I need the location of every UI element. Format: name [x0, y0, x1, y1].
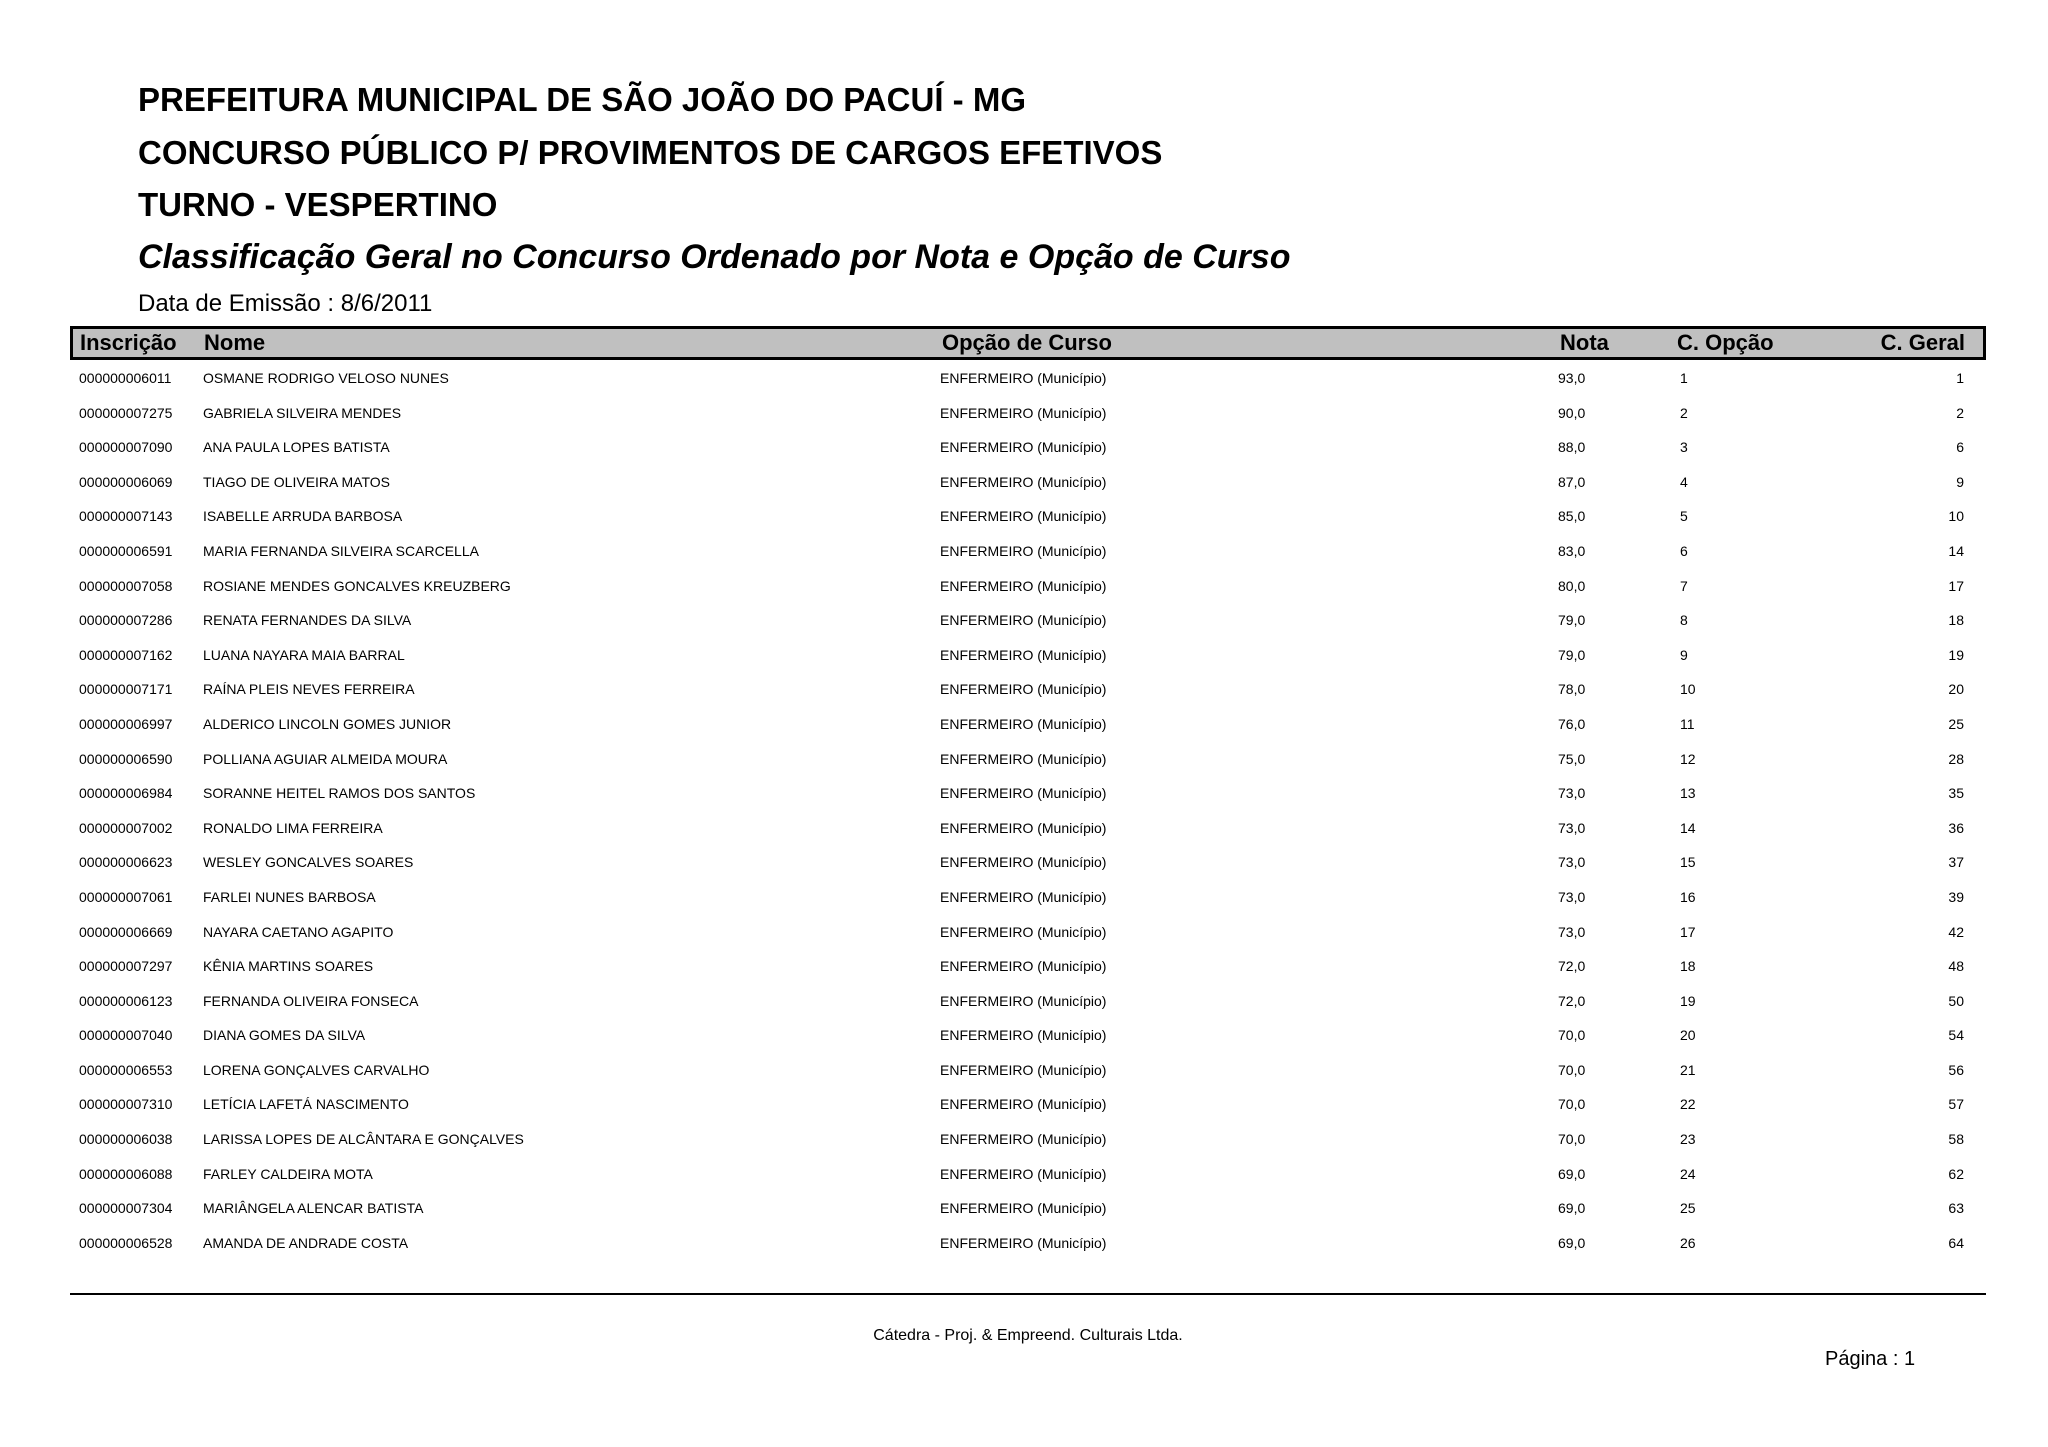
cell-nota: 72,0	[1558, 992, 1586, 1009]
table-row	[70, 880, 1986, 915]
cell-nota: 90,0	[1558, 404, 1586, 421]
table-row	[70, 811, 1986, 846]
table-row	[70, 430, 1986, 465]
cell-c-geral: 25	[1948, 715, 1964, 732]
cell-opcao-de-curso: ENFERMEIRO (Município)	[940, 819, 1107, 836]
cell-nome: ROSIANE MENDES GONCALVES KREUZBERG	[203, 577, 511, 594]
cell-c-opcao: 9	[1680, 646, 1688, 663]
cell-c-geral: 58	[1948, 1131, 1964, 1148]
cell-inscricao: 000000006984	[79, 785, 173, 802]
cell-c-opcao: 20	[1680, 1027, 1696, 1044]
cell-opcao-de-curso: ENFERMEIRO (Município)	[940, 1200, 1107, 1217]
cell-c-opcao: 16	[1680, 888, 1696, 905]
cell-c-geral: 28	[1948, 750, 1964, 767]
cell-nota: 70,0	[1558, 1061, 1586, 1078]
header-title-prefeitura: PREFEITURA MUNICIPAL DE SÃO JOÃO DO PACUÍ - MG	[138, 81, 1026, 118]
cell-nota: 73,0	[1558, 854, 1586, 871]
cell-inscricao: 000000007090	[79, 439, 173, 456]
cell-c-opcao: 3	[1680, 439, 1688, 456]
cell-opcao-de-curso: ENFERMEIRO (Município)	[940, 958, 1107, 975]
cell-opcao-de-curso: ENFERMEIRO (Município)	[940, 1234, 1107, 1251]
cell-opcao-de-curso: ENFERMEIRO (Município)	[940, 1131, 1107, 1148]
table-row	[70, 776, 1986, 811]
cell-nome: LORENA GONÇALVES CARVALHO	[203, 1061, 430, 1078]
cell-inscricao: 000000007171	[79, 681, 173, 698]
cell-opcao-de-curso: ENFERMEIRO (Município)	[940, 542, 1107, 559]
cell-opcao-de-curso: ENFERMEIRO (Município)	[940, 1096, 1107, 1113]
table-row	[70, 845, 1986, 880]
cell-nome: ALDERICO LINCOLN GOMES JUNIOR	[203, 715, 452, 732]
cell-inscricao: 000000006528	[79, 1234, 173, 1251]
cell-nome: RONALDO LIMA FERREIRA	[203, 819, 383, 836]
cell-c-opcao: 24	[1680, 1165, 1696, 1182]
cell-nome: MARIA FERNANDA SILVEIRA SCARCELLA	[203, 542, 479, 559]
cell-c-opcao: 18	[1680, 958, 1696, 975]
cell-c-geral: 19	[1948, 646, 1964, 663]
cell-nota: 80,0	[1558, 577, 1586, 594]
cell-inscricao: 000000006590	[79, 750, 173, 767]
cell-c-opcao: 12	[1680, 750, 1696, 767]
cell-c-opcao: 26	[1680, 1234, 1696, 1251]
table-row	[70, 672, 1986, 707]
cell-nome: ANA PAULA LOPES BATISTA	[203, 439, 390, 456]
table-row	[70, 1191, 1986, 1226]
footer-divider	[70, 1293, 1986, 1295]
cell-opcao-de-curso: ENFERMEIRO (Município)	[940, 750, 1107, 767]
table-row	[70, 1018, 1986, 1053]
table-row	[70, 499, 1986, 534]
table-row	[70, 1087, 1986, 1122]
table-row	[70, 396, 1986, 431]
cell-opcao-de-curso: ENFERMEIRO (Município)	[940, 473, 1107, 490]
cell-inscricao: 000000007040	[79, 1027, 173, 1044]
cell-inscricao: 000000007061	[79, 888, 173, 905]
cell-c-opcao: 4	[1680, 473, 1688, 490]
cell-c-geral: 6	[1956, 439, 1964, 456]
cell-c-geral: 18	[1948, 612, 1964, 629]
table-row	[70, 1122, 1986, 1157]
cell-nome: FARLEI NUNES BARBOSA	[203, 888, 376, 905]
cell-inscricao: 000000007143	[79, 508, 173, 525]
cell-c-geral: 57	[1948, 1096, 1964, 1113]
cell-c-opcao: 10	[1680, 681, 1696, 698]
cell-inscricao: 000000006669	[79, 923, 173, 940]
cell-nome: OSMANE RODRIGO VELOSO NUNES	[203, 370, 449, 386]
cell-c-geral: 36	[1948, 819, 1964, 836]
cell-inscricao: 000000006591	[79, 542, 173, 559]
cell-nota: 83,0	[1558, 542, 1586, 559]
cell-inscricao: 000000006997	[79, 715, 173, 732]
cell-opcao-de-curso: ENFERMEIRO (Município)	[940, 923, 1107, 940]
cell-inscricao: 000000007002	[79, 819, 173, 836]
cell-c-geral: 17	[1948, 577, 1964, 594]
cell-nome: SORANNE HEITEL RAMOS DOS SANTOS	[203, 785, 476, 802]
cell-c-opcao: 5	[1680, 508, 1688, 525]
results-table-body	[70, 361, 1986, 1260]
cell-nota: 69,0	[1558, 1234, 1586, 1251]
cell-c-opcao: 23	[1680, 1131, 1696, 1148]
cell-c-opcao: 7	[1680, 577, 1688, 594]
cell-inscricao: 000000007297	[79, 958, 173, 975]
cell-nota: 73,0	[1558, 819, 1586, 836]
cell-nome: DIANA GOMES DA SILVA	[203, 1027, 366, 1044]
cell-nome: ISABELLE ARRUDA BARBOSA	[203, 508, 403, 525]
cell-inscricao: 000000006553	[79, 1061, 173, 1078]
cell-c-geral: 35	[1948, 785, 1964, 802]
cell-nota: 76,0	[1558, 715, 1586, 732]
cell-inscricao: 000000007286	[79, 612, 173, 629]
cell-nome: FERNANDA OLIVEIRA FONSECA	[203, 992, 419, 1009]
table-row	[70, 361, 1986, 396]
table-row	[70, 984, 1986, 1019]
cell-inscricao: 000000006011	[79, 370, 172, 386]
table-header	[70, 326, 1986, 360]
cell-nome: NAYARA CAETANO AGAPITO	[203, 923, 394, 940]
table-row	[70, 742, 1986, 777]
table-row	[70, 1157, 1986, 1192]
cell-nota: 79,0	[1558, 612, 1586, 629]
cell-c-geral: 62	[1948, 1165, 1964, 1182]
cell-nota: 85,0	[1558, 508, 1586, 525]
table-row	[70, 1053, 1986, 1088]
cell-nome: RAÍNA PLEIS NEVES FERREIRA	[203, 681, 415, 698]
table-row	[70, 603, 1986, 638]
cell-c-opcao: 14	[1680, 819, 1696, 836]
cell-c-opcao: 17	[1680, 923, 1696, 940]
footer-company: Cátedra - Proj. & Empreend. Culturais Ltda.	[873, 1327, 1183, 1344]
table-row	[70, 569, 1986, 604]
cell-nome: RENATA FERNANDES DA SILVA	[203, 612, 412, 629]
cell-c-opcao: 2	[1680, 404, 1688, 421]
cell-opcao-de-curso: ENFERMEIRO (Município)	[940, 439, 1107, 456]
cell-c-geral: 56	[1948, 1061, 1964, 1078]
cell-opcao-de-curso: ENFERMEIRO (Município)	[940, 888, 1107, 905]
cell-opcao-de-curso: ENFERMEIRO (Município)	[940, 508, 1107, 525]
cell-c-opcao: 22	[1680, 1096, 1696, 1113]
cell-nome: LUANA NAYARA MAIA BARRAL	[203, 646, 405, 663]
table-row	[70, 949, 1986, 984]
cell-opcao-de-curso: ENFERMEIRO (Município)	[940, 992, 1107, 1009]
cell-c-geral: 39	[1948, 888, 1964, 905]
table-row	[70, 707, 1986, 742]
cell-inscricao: 000000007058	[79, 577, 173, 594]
cell-nota: 70,0	[1558, 1027, 1586, 1044]
cell-c-geral: 54	[1948, 1027, 1964, 1044]
cell-c-geral: 20	[1948, 681, 1964, 698]
cell-c-geral: 9	[1956, 473, 1964, 490]
cell-c-geral: 50	[1948, 992, 1964, 1009]
cell-inscricao: 000000006069	[79, 473, 173, 490]
cell-nota: 93,0	[1558, 370, 1586, 386]
cell-nota: 72,0	[1558, 958, 1586, 975]
cell-inscricao: 000000006123	[79, 992, 173, 1009]
page-number: Página : 1	[1825, 1348, 1916, 1370]
cell-opcao-de-curso: ENFERMEIRO (Município)	[940, 1027, 1107, 1044]
cell-inscricao: 000000006088	[79, 1165, 173, 1182]
cell-nota: 70,0	[1558, 1131, 1586, 1148]
cell-c-geral: 48	[1948, 958, 1964, 975]
cell-nome: FARLEY CALDEIRA MOTA	[203, 1165, 373, 1182]
cell-c-opcao: 25	[1680, 1200, 1696, 1217]
cell-nota: 88,0	[1558, 439, 1586, 456]
table-row	[70, 915, 1986, 950]
cell-inscricao: 000000007310	[79, 1096, 173, 1113]
cell-nome: LARISSA LOPES DE ALCÂNTARA E GONÇALVES	[203, 1131, 524, 1148]
cell-c-geral: 63	[1948, 1200, 1964, 1217]
cell-nota: 78,0	[1558, 681, 1586, 698]
cell-c-geral: 37	[1948, 854, 1964, 871]
cell-c-opcao: 15	[1680, 854, 1696, 871]
cell-inscricao: 000000007275	[79, 404, 173, 421]
cell-nota: 73,0	[1558, 923, 1586, 940]
column-header-c-geral: C. Geral	[1880, 330, 1965, 355]
cell-nota: 73,0	[1558, 785, 1586, 802]
table-row	[70, 638, 1986, 673]
cell-nome: GABRIELA SILVEIRA MENDES	[203, 404, 402, 421]
cell-opcao-de-curso: ENFERMEIRO (Município)	[940, 612, 1107, 629]
header-title-turno: TURNO - VESPERTINO	[138, 186, 498, 223]
cell-opcao-de-curso: ENFERMEIRO (Município)	[940, 577, 1107, 594]
cell-c-opcao: 21	[1680, 1061, 1696, 1078]
cell-nome: KÊNIA MARTINS SOARES	[203, 958, 374, 975]
cell-c-geral: 2	[1956, 404, 1964, 421]
column-header-opcao-de-curso: Opção de Curso	[942, 330, 1112, 355]
cell-opcao-de-curso: ENFERMEIRO (Município)	[940, 646, 1107, 663]
column-header-nota: Nota	[1560, 330, 1609, 355]
cell-nota: 73,0	[1558, 888, 1586, 905]
cell-nota: 69,0	[1558, 1165, 1586, 1182]
report-subtitle: Classificação Geral no Concurso Ordenado por Nota e Opção de Curso	[138, 238, 1291, 276]
cell-inscricao: 000000007162	[79, 646, 173, 663]
cell-opcao-de-curso: ENFERMEIRO (Município)	[940, 1165, 1107, 1182]
cell-nota: 69,0	[1558, 1200, 1586, 1217]
cell-c-opcao: 6	[1680, 542, 1688, 559]
cell-opcao-de-curso: ENFERMEIRO (Município)	[940, 715, 1107, 732]
cell-nome: AMANDA DE ANDRADE COSTA	[203, 1234, 409, 1251]
cell-inscricao: 000000006623	[79, 854, 173, 871]
emission-date: Data de Emissão : 8/6/2011	[138, 290, 433, 317]
cell-c-opcao: 19	[1680, 992, 1696, 1009]
table-row	[70, 534, 1986, 569]
cell-nome: WESLEY GONCALVES SOARES	[203, 854, 414, 871]
cell-opcao-de-curso: ENFERMEIRO (Município)	[940, 370, 1107, 386]
cell-nota: 87,0	[1558, 473, 1586, 490]
cell-c-geral: 64	[1948, 1234, 1964, 1251]
cell-opcao-de-curso: ENFERMEIRO (Município)	[940, 785, 1107, 802]
cell-c-geral: 14	[1948, 542, 1964, 559]
cell-nome: MARIÂNGELA ALENCAR BATISTA	[203, 1200, 424, 1217]
cell-inscricao: 000000007304	[79, 1200, 173, 1217]
cell-c-opcao: 11	[1680, 715, 1695, 732]
cell-nome: TIAGO DE OLIVEIRA MATOS	[203, 473, 390, 490]
header-title-concurso: CONCURSO PÚBLICO P/ PROVIMENTOS DE CARGOS EFETIVOS	[138, 134, 1163, 171]
cell-nota: 70,0	[1558, 1096, 1586, 1113]
cell-opcao-de-curso: ENFERMEIRO (Município)	[940, 681, 1107, 698]
cell-c-geral: 10	[1948, 508, 1964, 525]
cell-inscricao: 000000006038	[79, 1131, 173, 1148]
table-row	[70, 465, 1986, 500]
column-header-nome: Nome	[204, 330, 266, 355]
cell-nota: 75,0	[1558, 750, 1586, 767]
cell-c-geral: 1	[1956, 370, 1964, 386]
table-row	[70, 1226, 1986, 1261]
cell-opcao-de-curso: ENFERMEIRO (Município)	[940, 854, 1107, 871]
cell-opcao-de-curso: ENFERMEIRO (Município)	[940, 404, 1107, 421]
column-header-c-opcao: C. Opção	[1677, 330, 1774, 355]
cell-nota: 79,0	[1558, 646, 1586, 663]
column-header-inscricao: Inscrição	[80, 330, 177, 355]
cell-c-geral: 42	[1948, 923, 1964, 940]
cell-nome: LETÍCIA LAFETÁ NASCIMENTO	[203, 1096, 409, 1113]
cell-nome: POLLIANA AGUIAR ALMEIDA MOURA	[203, 750, 448, 767]
cell-c-opcao: 1	[1680, 370, 1688, 386]
cell-opcao-de-curso: ENFERMEIRO (Município)	[940, 1061, 1107, 1078]
cell-c-opcao: 13	[1680, 785, 1696, 802]
cell-c-opcao: 8	[1680, 612, 1688, 629]
